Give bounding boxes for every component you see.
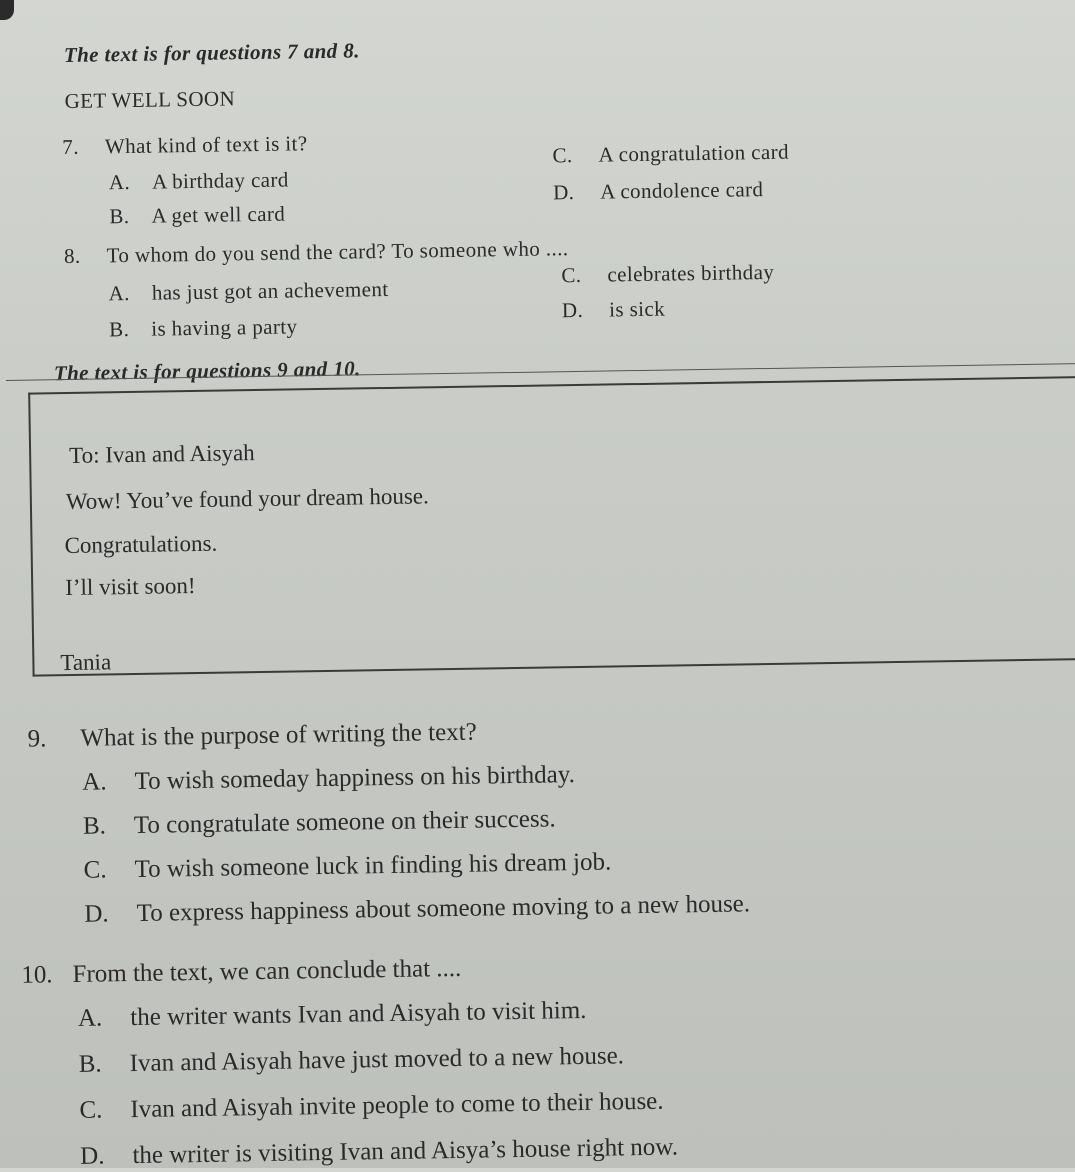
question-9 <box>27 719 477 754</box>
question-8 <box>64 236 569 269</box>
congratulation-card-box <box>28 376 1075 677</box>
q9-option-b: B. To congratulate someone on their success. <box>82 805 556 840</box>
card-line-3: I’ll visit soon! <box>65 573 196 601</box>
section-b-intro: The text is for questions 9 and 10. <box>53 356 361 386</box>
section-a-intro: The text is for questions 7 and 8. <box>63 38 360 68</box>
question-number: 10. <box>21 961 53 989</box>
question-7 <box>62 131 308 160</box>
card-sender: Tania <box>60 649 112 676</box>
q9-option-a: A. To wish someday happiness on his birthday. <box>82 761 576 796</box>
question-number: 9. <box>27 725 47 753</box>
question-number: 8. <box>63 243 81 269</box>
card-line-1: Wow! You’ve found your dream house. <box>65 483 429 515</box>
card-title: GET WELL SOON <box>64 86 236 113</box>
card-line-2: Congratulations. <box>64 530 218 559</box>
q9-option-d: D. To express happiness about someone moving to a new house. <box>84 890 751 928</box>
q7-option-c: C. A congratulation card <box>552 139 790 168</box>
q7-option-d: D. A condolence card <box>552 177 764 205</box>
q10-option-c: C. Ivan and Aisyah invite people to come to their house. <box>79 1087 664 1124</box>
q10-option-d: D. the writer is visiting Ivan and Aisya’s house right now. <box>79 1133 679 1170</box>
q8-option-a: A. has just got an achevement <box>108 276 389 306</box>
q8-option-b: B. is having a party <box>108 314 298 342</box>
question-text: What is the purpose of writing the text? <box>80 718 477 752</box>
q7-option-b: B. A get well card <box>109 201 286 229</box>
question-text: To whom do you send the card? To someone who .... <box>106 236 569 268</box>
question-10 <box>21 955 461 990</box>
card-recipient: To: Ivan and Aisyah <box>68 440 255 468</box>
q8-option-c: C. celebrates birthday <box>561 259 775 288</box>
q8-option-d: D. is sick <box>561 296 666 323</box>
question-text: From the text, we can conclude that .... <box>72 954 462 988</box>
q7-option-a: A. A birthday card <box>108 167 289 195</box>
question-text: What kind of text is it? <box>104 131 308 159</box>
q10-option-a: A. the writer wants Ivan and Aisyah to visit him. <box>77 996 587 1032</box>
q9-option-c: C. To wish someone luck in finding his dream job. <box>83 848 612 884</box>
q10-option-b: B. Ivan and Aisyah have just moved to a new house. <box>78 1042 625 1078</box>
question-number: 7. <box>62 134 80 160</box>
